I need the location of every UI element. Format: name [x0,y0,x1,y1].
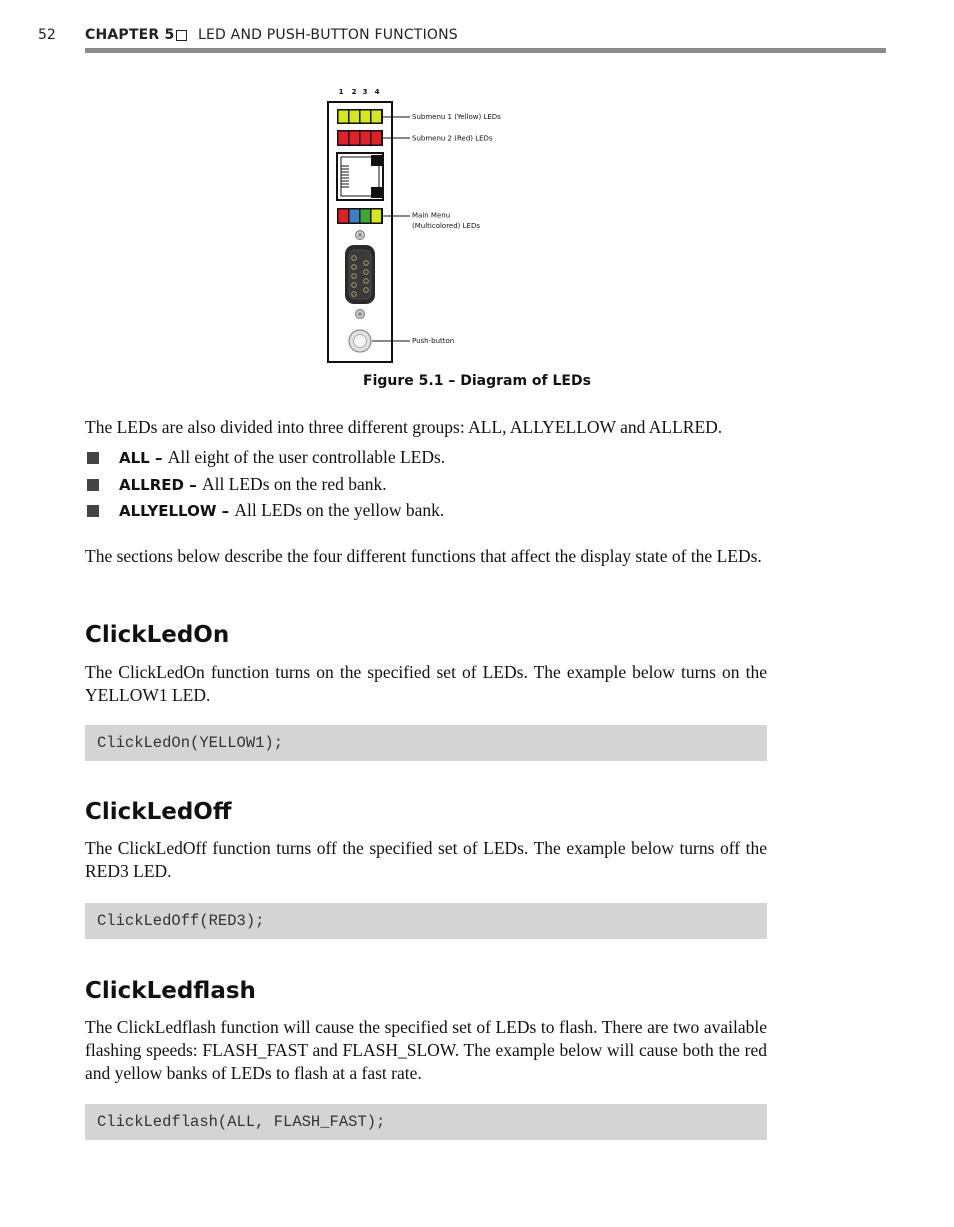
red-led-bank [337,130,383,146]
chapter-label: CHAPTER 5 [85,27,175,43]
led-diagram [300,80,560,370]
list-item [85,474,767,501]
column-number-1: 1 [338,88,344,96]
bullet-description: All eight of the user controllable LEDs. [167,447,446,467]
column-number-4: 4 [374,88,380,96]
code-block-clickledon [85,725,767,761]
section-heading-clickledon: ClickLedOn [85,622,230,648]
code-text: ClickLedflash(ALL, FLASH_FAST); [97,1113,386,1131]
red-led-2 [350,132,360,145]
red-led-4 [372,132,382,145]
square-bullet-icon [87,479,99,491]
header-rule [85,48,886,53]
code-block-clickledoff [85,903,767,939]
chapter-title: LED AND PUSH-BUTTON FUNCTIONS [198,27,458,43]
square-bullet-icon [87,505,99,517]
yellow-led-bank [337,109,383,124]
serial-connector-icon [345,245,375,304]
column-number-2: 2 [351,88,357,96]
code-text: ClickLedOn(YELLOW1); [97,734,284,752]
section-text-clickledflash: The ClickLedflash function will cause the specified set of LEDs to flash. There are two available flashing speeds: FLASH_FAST and FLASH_SLOW. The example below will cause both the red and yellow banks of LEDs to flash at a fast rate. [85,1017,767,1083]
led-group-list [85,447,767,527]
bullet-description: All LEDs on the red bank. [201,473,387,494]
yellow-led-4 [372,111,382,123]
label-main-menu: Main Menu [412,211,451,220]
section-heading-clickledoff: ClickLedOff [85,799,232,825]
label-main-menu-sub: (Multicolored) LEDs [412,222,480,230]
list-item [85,500,767,527]
label-submenu-2: Submenu 2 (Red) LEDs [412,134,493,143]
red-led-3 [361,132,371,145]
bullet-description: All LEDs on the yellow bank. [234,500,445,520]
column-number-3: 3 [362,88,368,96]
bullet-term: ALL – All eight of the user controllable LEDs. [119,447,446,467]
yellow-led-3 [361,111,371,123]
main-led-blue [350,210,360,223]
ethernet-port-icon [337,153,383,200]
section-text-clickledon: The ClickLedOn function turns on the specified set of LEDs. The example below turns on the YELLOW1 LED. [85,662,767,705]
square-bullet-icon [87,452,99,464]
code-text: ClickLedOff(RED3); [97,912,265,930]
section-heading-clickledflash: ClickLedflash [85,978,256,1004]
yellow-led-1 [339,111,349,123]
main-led-green [361,210,371,223]
sections-intro-paragraph: The sections below describe the four different functions that affect the display state of the LEDs. [85,546,762,566]
list-item [85,447,767,474]
intro-paragraph: The LEDs are also divided into three different groups: ALL, ALLYELLOW and ALLRED. [85,417,723,437]
section-text-clickledoff: The ClickLedOff function turns off the specified set of LEDs. The example below turns off the RED3 LED. [85,838,767,881]
page-number: 52 [38,27,56,43]
chapter-separator-box [176,30,187,41]
page-header [38,26,886,54]
red-led-1 [339,132,349,145]
main-led-yellow [372,210,382,223]
code-block-clickledflash [85,1104,767,1140]
label-push-button: Push-button [412,337,455,345]
figure-caption: Figure 5.1 – Diagram of LEDs [363,373,591,389]
bullet-term: ALLYELLOW – All LEDs on the yellow bank. [119,500,445,520]
bullet-term: ALLRED – All LEDs on the red bank. [119,473,387,494]
main-menu-led-bank [337,208,383,224]
label-submenu-1: Submenu 1 (Yellow) LEDs [412,113,501,121]
main-led-red [339,210,349,223]
yellow-led-2 [350,111,360,123]
push-button-icon [349,330,371,352]
